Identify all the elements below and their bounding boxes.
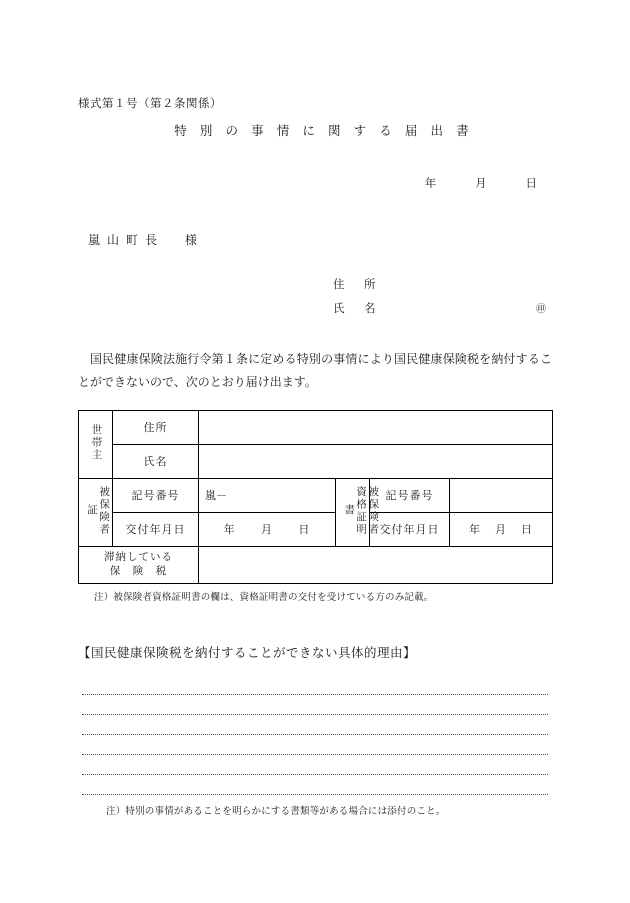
document-title: 特 別 の 事 情 に 関 す る 届 出 書: [174, 124, 474, 138]
symbol-number-value-cell[interactable]: 嵐－: [199, 478, 336, 512]
insured-card-label-cell: [79, 478, 113, 546]
cert-symbol-number-label-cell: 記号番号: [370, 478, 450, 512]
submitter-name-row: [333, 300, 552, 316]
date-line: [78, 175, 538, 191]
body-text-content: 国民健康保険法施行令第１条に定める特別の事情により国民健康保険税を納付することができないので、次のとおり届け出ます。: [78, 352, 552, 389]
table-row: [79, 512, 553, 546]
addressee-line: [88, 231, 552, 248]
qualification-cert-label: 被保険者資格証明書: [343, 485, 379, 536]
reason-line[interactable]: [82, 755, 548, 775]
body-text: [78, 348, 552, 394]
unpaid-tax-label-cell: [79, 546, 199, 583]
reason-writing-area[interactable]: [82, 675, 548, 795]
bottom-note: 注）特別の事情があることを明らかにする書類等がある場合には添付のこと。: [106, 806, 446, 817]
date-year-label: 年: [424, 178, 438, 190]
issue-year-label: 年: [223, 524, 236, 537]
householder-name-value-cell[interactable]: [199, 444, 553, 478]
unpaid-tax-label-line1: 滞納している: [104, 551, 173, 563]
householder-name-label-cell: 氏名: [113, 444, 199, 478]
submitter-address-label: 住 所: [333, 279, 380, 291]
form-number: 様式第１号（第２条関係）: [78, 98, 222, 110]
table-note: 注）被保険者資格証明書の欄は、資格証明書の交付を受けている方のみ記載。: [94, 592, 434, 603]
cert-issue-day-label: 日: [521, 524, 533, 537]
qualification-cert-label-cell: [336, 478, 379, 546]
addressee-name: 嵐 山 町 長: [88, 233, 160, 247]
seal-icon: ㊞: [536, 304, 546, 315]
cert-issue-year-label: 年: [469, 524, 481, 537]
cert-issue-date-value-cell[interactable]: [450, 512, 553, 546]
addressee-honorific: 様: [185, 233, 198, 247]
cert-issue-date-label-cell: 交付年月日: [370, 512, 450, 546]
issue-day-label: 日: [298, 524, 311, 537]
reason-line[interactable]: [82, 735, 548, 755]
date-day-label: 日: [525, 178, 538, 190]
reason-line[interactable]: [82, 775, 548, 795]
table-row: [79, 410, 553, 444]
cert-symbol-number-value-cell[interactable]: [450, 478, 553, 512]
reason-heading: 【国民健康保険税を納付することができない具体的理由】: [78, 645, 417, 660]
table-row: [79, 546, 553, 583]
issue-month-label: 月: [260, 524, 273, 537]
reason-line[interactable]: [82, 715, 548, 735]
householder-address-value-cell[interactable]: [199, 410, 553, 444]
issue-date-label-cell: 交付年月日: [113, 512, 199, 546]
applicant-info-table: [78, 410, 553, 584]
unpaid-tax-value-cell[interactable]: [199, 546, 553, 583]
issue-date-value-cell[interactable]: [199, 512, 336, 546]
table-row: [79, 444, 553, 478]
submitter-block: [78, 276, 552, 316]
householder-label-cell: [79, 410, 113, 478]
unpaid-tax-label-line2: 保 険 税: [109, 565, 168, 577]
householder-label: 世帯主: [90, 423, 102, 462]
submitter-address-row: [333, 276, 552, 292]
symbol-number-label-cell: 記号番号: [113, 478, 199, 512]
insured-card-label: 被保険者証: [86, 485, 110, 536]
date-month-label: 月: [475, 178, 488, 190]
table-row: [79, 478, 553, 512]
submitter-name-label: 氏 名: [333, 303, 380, 315]
householder-address-label-cell: 住所: [113, 410, 199, 444]
reason-line[interactable]: [82, 695, 548, 715]
reason-line[interactable]: [82, 675, 548, 695]
cert-issue-month-label: 月: [495, 524, 507, 537]
